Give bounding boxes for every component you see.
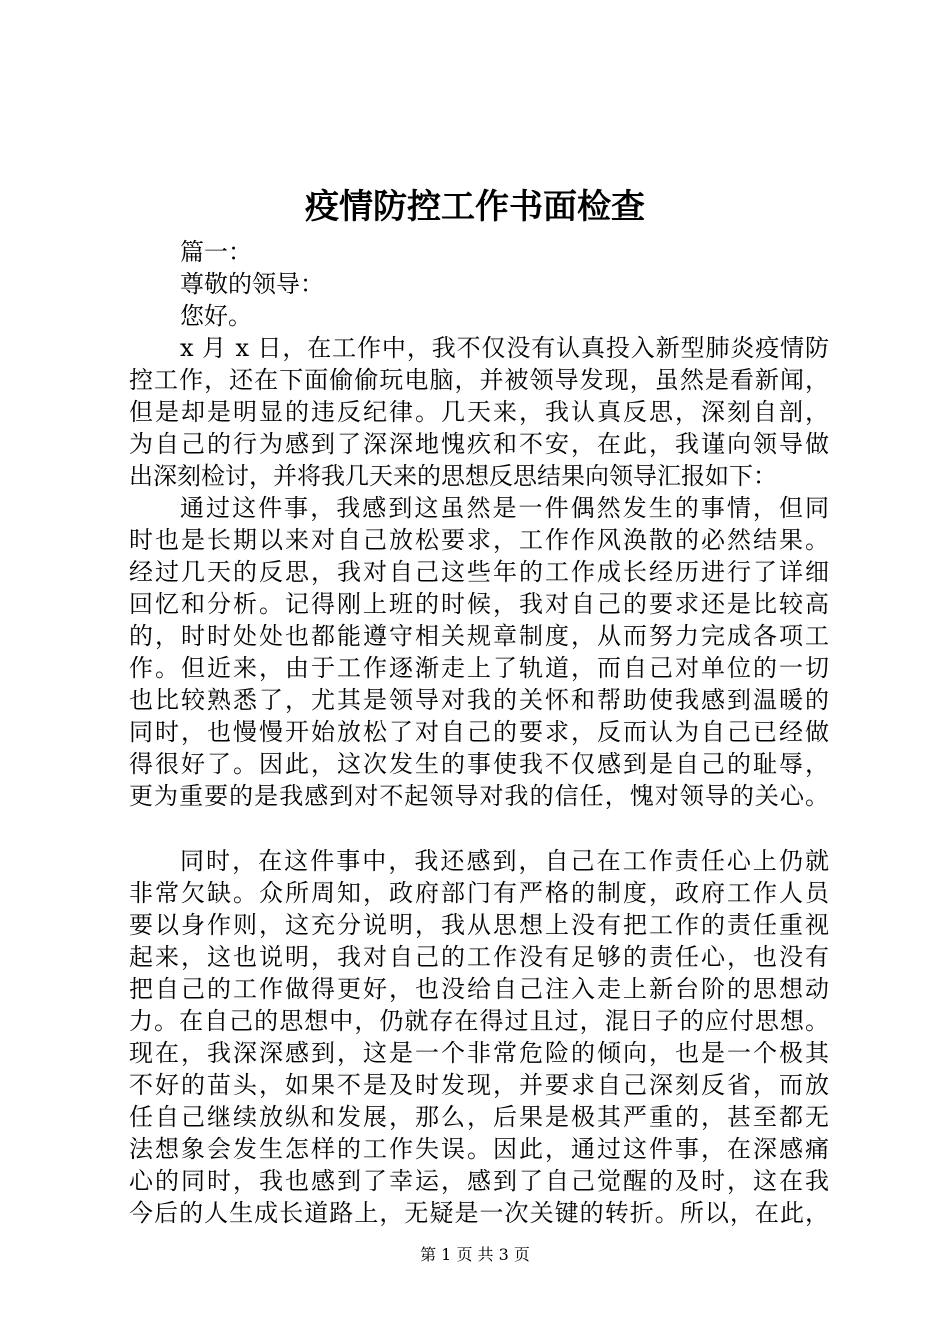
body-line-salutation: 尊敬的领导： (180, 270, 324, 298)
body-line: 现在，我深深感到，这是一个非常危险的倾向，也是一个极其 (129, 1039, 829, 1067)
page-footer: 第 1 页 共 3 页 (420, 1245, 530, 1264)
body-line: 不好的苗头，如果不是及时发现，并要求自己深刻反省，而放 (129, 1071, 829, 1099)
body-line: 起来，这也说明，我对自己的工作没有足够的责任心，也没有 (129, 943, 829, 971)
body-line: 今后的人生成长道路上，无疑是一次关键的转折。所以，在此， (129, 1199, 829, 1227)
document-title: 疫情防控工作书面检查 (305, 187, 645, 227)
body-line: 把自己的工作做得更好，也没给自己注入走上新台阶的思想动 (129, 975, 829, 1003)
body-line: 出深刻检讨，并将我几天来的思想反思结果向领导汇报如下： (129, 462, 777, 490)
body-line: 时也是长期以来对自己放松要求，工作作风涣散的必然结果。 (129, 526, 829, 554)
body-line: 要以身作则，这充分说明，我从思想上没有把工作的责任重视 (129, 911, 829, 939)
body-line: 作。但近来，由于工作逐渐走上了轨道，而自己对单位的一切 (129, 654, 829, 682)
body-line: 力。在自己的思想中，仍就存在得过且过，混日子的应付思想。 (129, 1007, 829, 1035)
body-line: 通过这件事，我感到这虽然是一件偶然发生的事情，但同 (180, 494, 829, 522)
body-line-greeting-header: 篇一： (180, 238, 252, 266)
body-line: 更为重要的是我感到对不起领导对我的信任，愧对领导的关心。 (129, 782, 829, 810)
body-line: 得很好了。因此，这次发生的事使我不仅感到是自己的耻辱， (129, 750, 829, 778)
body-line: 同时，也慢慢开始放松了对自己的要求，反而认为自己已经做 (129, 718, 829, 746)
body-line: 控工作，还在下面偷偷玩电脑，并被领导发现，虽然是看新闻， (129, 366, 829, 394)
body-line-greeting: 您好。 (180, 302, 252, 330)
body-line: 法想象会发生怎样的工作失误。因此，通过这件事，在深感痛 (129, 1135, 829, 1163)
body-line: 回忆和分析。记得刚上班的时候，我对自己的要求还是比较高 (129, 590, 829, 618)
body-line: 同时，在这件事中，我还感到，自己在工作责任心上仍就 (180, 847, 829, 875)
body-line: x 月 x 日，在工作中，我不仅没有认真投入新型肺炎疫情防 (180, 334, 829, 362)
body-line: 非常欠缺。众所周知，政府部门有严格的制度，政府工作人员 (129, 879, 829, 907)
body-line: 任自己继续放纵和发展，那么，后果是极其严重的，甚至都无 (129, 1103, 829, 1131)
body-line: 为自己的行为感到了深深地愧疚和不安，在此，我谨向领导做 (129, 430, 829, 458)
body-line: 也比较熟悉了，尤其是领导对我的关怀和帮助使我感到温暖的 (129, 686, 829, 714)
body-line: 但是却是明显的违反纪律。几天来，我认真反思，深刻自剖， (129, 398, 829, 426)
body-line: 经过几天的反思，我对自己这些年的工作成长经历进行了详细 (129, 558, 829, 586)
body-line: 心的同时，我也感到了幸运，感到了自己觉醒的及时，这在我 (129, 1167, 829, 1195)
body-line: 的，时时处处也都能遵守相关规章制度，从而努力完成各项工 (129, 622, 829, 650)
